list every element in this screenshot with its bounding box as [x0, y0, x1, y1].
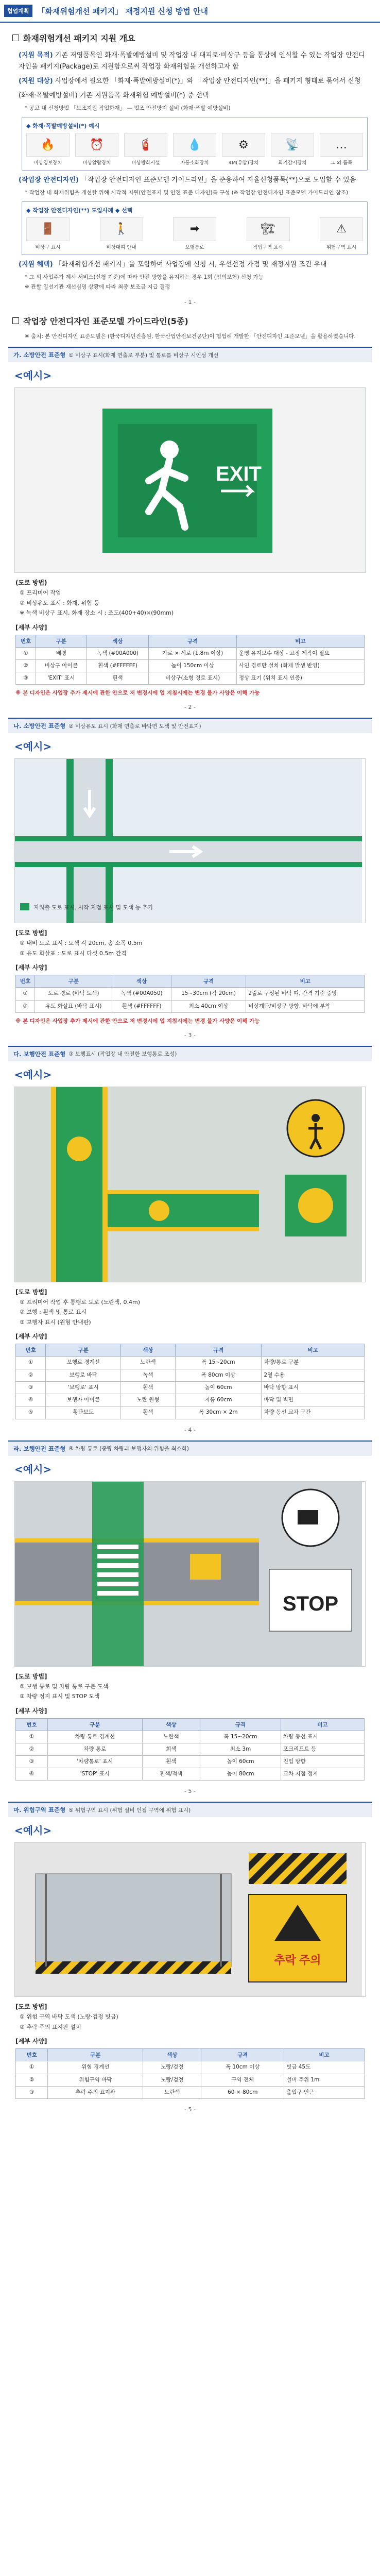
spec-heading: [세부 사양]	[15, 1707, 47, 1715]
table-cell: 출입구 인근	[284, 2086, 365, 2098]
table-cell: 폭 15~20cm	[175, 1357, 262, 1369]
guideline-blocks	[0, 347, 380, 2113]
example-label: <예시>	[14, 1824, 52, 1837]
spec-table	[15, 975, 365, 1012]
table-cell: ②	[16, 2074, 48, 2086]
table-cell: 보행로 바닥	[46, 1369, 121, 1381]
note: ※ 관할 일선기관 재선심명 상황에 따라 최종 보조금 지급 결정	[25, 283, 170, 290]
table-header: 구분	[48, 2049, 143, 2061]
header-tag: 협업계획	[4, 5, 32, 17]
method-heading: (도로 방법)	[15, 579, 47, 587]
guideline-block	[8, 347, 372, 697]
pedestrian-icon	[149, 1200, 169, 1221]
table-cell: 높이 60cm	[200, 1755, 281, 1768]
method-item: ① 보행 통로 및 차량 통로 구분 도색	[20, 1683, 109, 1690]
table-header: 번호	[16, 1718, 48, 1731]
spec-heading: [세부 사양]	[15, 1333, 47, 1341]
table-cell: 폭 15~20cm	[200, 1731, 281, 1743]
table-cell: 높이 150cm 이상	[149, 660, 237, 672]
table-row	[16, 1381, 365, 1394]
table-cell: 노랑/검정	[143, 2061, 201, 2074]
floor-guide-illustration	[15, 759, 362, 923]
table-cell: 차량 통로	[48, 1743, 143, 1755]
table-cell: 녹색	[121, 1369, 175, 1381]
table-cell: 노란색	[142, 1731, 200, 1743]
spec-table	[15, 635, 365, 685]
guideline-block	[8, 718, 372, 1024]
table-cell: 포크리프트 등	[281, 1743, 364, 1755]
table-header: 비고	[236, 635, 364, 647]
block-title: 라. 보행안전 표준형	[13, 1445, 66, 1452]
hazard-icon: ⚠	[320, 217, 363, 241]
hazard-item	[320, 217, 363, 250]
icon-label: 4M(유압)장치	[228, 160, 259, 166]
icon-label: 비상알람장치	[82, 160, 111, 166]
table-cell: 녹색 (#00A000)	[87, 647, 149, 659]
table-cell: 위험 경계선	[48, 2061, 143, 2074]
fire-icon: 🔥	[26, 133, 70, 157]
section-heading: 작업장 안전디자인 표준모델 가이드라인(5종)	[12, 315, 368, 327]
table-cell: 가로 × 세로 (1.8m 이상)	[149, 647, 237, 659]
icon-label: 보행통로	[185, 244, 204, 250]
equipment-icons	[26, 133, 363, 166]
disclaimer: ※ 본 디자인은 사업장 추가 제시에 관한 안으로 저 변경시에 업 지침시에는 변경 불가 사양은 이해 가능	[15, 1018, 260, 1024]
table-row	[16, 988, 365, 1000]
sprinkler-item	[173, 133, 216, 166]
paragraph-benefit: (지원 혜택) 「화재위험개선 패키지」을 포함하여 사업장에 신청 시, 우선선정 가점 및 재정지원 조건 우대	[19, 260, 327, 268]
guideline-block	[8, 1046, 372, 1419]
table-cell: ①	[16, 1357, 46, 1369]
cabinet-icon: 🧯	[124, 133, 167, 157]
checkbox-icon	[12, 35, 19, 41]
block-subtitle: ⑤ 위험구역 표시 (위험 설비 인접 구역에 위험 표시)	[68, 1807, 191, 1814]
design-icons	[26, 217, 363, 250]
table-cell: 폭 30cm × 2m	[175, 1406, 262, 1419]
table-row	[16, 2086, 365, 2098]
alarm-icon: ⏰	[75, 133, 118, 157]
detector-item	[271, 133, 314, 166]
table-row	[16, 1406, 365, 1419]
header	[0, 0, 380, 23]
table-cell: 차량 동선 표시	[281, 1731, 364, 1743]
path-icon: ➡	[173, 217, 216, 241]
page-number: - 5 -	[184, 1788, 196, 1795]
table-cell: 노란색	[143, 2086, 201, 2098]
illustration	[14, 1842, 366, 1997]
table-header: 색상	[112, 975, 171, 988]
table-cell: 진입 방향	[281, 1755, 364, 1768]
exit-text: EXIT	[216, 463, 262, 486]
example-label: <예시>	[14, 1463, 52, 1476]
table-cell: 높이 60cm	[175, 1381, 262, 1394]
table-cell: 흰색	[142, 1755, 200, 1768]
method-item: ① 프리미어 작업	[20, 589, 61, 597]
guideline-block	[8, 1802, 372, 2099]
cabinet-item	[124, 133, 167, 166]
table-cell: 교차 지점 정지	[281, 1768, 364, 1781]
table-header: 규격	[200, 1718, 281, 1731]
example-label: <예시>	[14, 740, 52, 753]
method-item: ② 유도 화살표 : 도로 표시 다섯 0.5m 간격	[20, 950, 127, 957]
table-cell: 노란 원형	[121, 1394, 175, 1406]
block-heading	[8, 1047, 372, 1061]
table-cell: 비상구(소형 경로 표시)	[149, 672, 237, 685]
table-cell: 빗금 45도	[284, 2061, 365, 2074]
blower-icon: ⚙	[222, 133, 265, 157]
table-row	[16, 1394, 365, 1406]
table-row	[16, 2074, 365, 2086]
table-header: 번호	[16, 975, 35, 988]
table-cell: 60 × 80cm	[201, 2086, 284, 2098]
spec-heading: [세부 사양]	[15, 964, 47, 972]
guideline-block	[8, 1440, 372, 1781]
spec-table	[15, 1344, 365, 1419]
block-title: 나. 소방안전 표준형	[13, 722, 66, 730]
block-heading	[8, 1803, 372, 1817]
table-cell: ②	[16, 1000, 35, 1012]
table-cell: 보행자 아이콘	[46, 1394, 121, 1406]
icon-label: 위험구역 표시	[326, 244, 357, 250]
runner-icon	[160, 440, 179, 459]
method-item: ① 프리미어 작업 후 통행로 도로 (노란색, 0.4m)	[20, 1298, 141, 1306]
table-cell: 'EXIT' 표시	[36, 672, 87, 685]
table-cell: 최소 40cm 이상	[171, 1000, 246, 1012]
note: * 그 외 사업주가 제시·서비스(신청 기준)에 따라 안전 방향을 유지하는 경우 1회 (임의보험) 신청 가능	[25, 274, 264, 281]
table-cell: 흰색 (#FFFFFF)	[87, 660, 149, 672]
illustration	[14, 387, 366, 573]
block-title: 마. 위험구역 표준형	[13, 1806, 66, 1814]
table-cell: 설비 주위 1m	[284, 2074, 365, 2086]
design-card	[22, 201, 368, 255]
table-cell: 흰색 (#FFFFFF)	[112, 1000, 171, 1012]
table-row	[16, 1369, 365, 1381]
table-header: 색상	[143, 2049, 201, 2061]
method-item: ① 위험 구역 바닥 도색 (노랑·검정 빗금)	[20, 2013, 118, 2021]
crane-icon: 🏗	[247, 217, 290, 241]
legend-text: 지워출 도로 표시, 시작 지점 표시 및 도색 등 추가	[33, 905, 153, 911]
example-label: <예시>	[14, 1068, 52, 1081]
table-cell: 비상구 아이콘	[36, 660, 87, 672]
paragraph-design: (작업장 안전디자인) 「작업장 안전디자인 표준모델 가이드라인」을 준용하여 자율신청품목(**)으로 도입할 수 있음	[19, 176, 356, 184]
table-row	[16, 647, 365, 659]
table-cell: 노랑/검정	[143, 2074, 201, 2086]
table-cell: ②	[16, 1743, 48, 1755]
table-cell: 사인 경로만 설치 (화재 발생 반영)	[236, 660, 364, 672]
table-row	[16, 1731, 365, 1743]
table-row	[16, 1743, 365, 1755]
block-subtitle: ② 비상유도 표시 (화재 연출로 바닥면 도색 및 안전표지)	[68, 723, 201, 730]
table-cell: ③	[16, 672, 36, 685]
icon-label: 화기감시장치	[278, 160, 307, 166]
table-header: 규격	[175, 1344, 262, 1357]
etc-item	[320, 133, 363, 166]
header-title: 「화재위험개선 패키지」 재정지원 신청 방법 안내	[37, 6, 208, 16]
icon-label: 작업구역 표시	[253, 244, 283, 250]
table-cell: 흰색	[87, 672, 149, 685]
blower-item	[222, 133, 265, 166]
block-heading	[8, 719, 372, 733]
exit-icon: 🚪	[26, 217, 70, 241]
note: ※ 출처: 본 안전디자인 표준모델은 (한국디자인진흥원, 한국산업안전보건공단)이 협업해 개발한 「안전디자인 표준모델」을 활용하였습니다.	[25, 333, 356, 340]
table-cell: 바닥 방향 표시	[262, 1381, 365, 1394]
checkbox-icon	[12, 317, 19, 324]
table-cell: ⑤	[16, 1406, 46, 1419]
table-cell: 높이 80cm	[200, 1768, 281, 1781]
table-cell: ③	[16, 1755, 48, 1768]
table-header: 색상	[121, 1344, 175, 1357]
walk-icon: 🚶	[100, 217, 143, 241]
table-header: 비고	[246, 975, 365, 988]
table-cell: 노란색	[121, 1357, 175, 1369]
card-title: ◆ 화재·폭발예방설비(*) 예시	[26, 123, 100, 130]
etc-icon: …	[320, 133, 363, 157]
method-item: ① 내비 도로 표시 : 도색 각 20cm, 총 소폭 0.5m	[20, 940, 143, 947]
page-number: - 3 -	[184, 1031, 196, 1039]
illustration	[14, 1481, 366, 1667]
table-cell: ①	[16, 988, 35, 1000]
table-header: 구분	[36, 635, 87, 647]
table-cell: 바닥 및 벽면	[262, 1394, 365, 1406]
table-cell: 흰색	[121, 1406, 175, 1419]
table-cell: 보행로 경계선	[46, 1357, 121, 1369]
table-header: 번호	[16, 1344, 46, 1357]
method-heading: [도로 방법]	[15, 929, 47, 937]
walkway-illustration	[15, 1087, 362, 1282]
method-heading: [도로 방법]	[15, 1288, 47, 1296]
note: * 공고 내 신청방법 「보조지원 작업화재」 — 법조 안전방지 설비 (화재·폭발 예방설비)	[25, 105, 231, 112]
table-cell: 지름 60cm	[175, 1394, 262, 1406]
table-cell: 2열 수용	[262, 1369, 365, 1381]
table-cell: 배경	[36, 647, 87, 659]
table-header: 규격	[201, 2049, 284, 2061]
block-subtitle: ① 비상구 표시(화재 연출로 부분) 및 통로를 비상구 시인성 개선	[68, 352, 219, 359]
exit-illustration	[15, 388, 362, 573]
icon-label: 자동소화장치	[180, 160, 209, 166]
table-cell: 폭 10cm 이상	[201, 2061, 284, 2074]
page-number: - 5 -	[184, 2106, 196, 2113]
method-item: ② 차량 정지 표시 및 STOP 도색	[20, 1693, 100, 1700]
table-cell: ②	[16, 660, 36, 672]
method-heading: [도로 방법]	[15, 1672, 47, 1680]
icon-label: 비상방화시설	[131, 160, 160, 166]
block-heading	[8, 348, 372, 362]
method-item: ② 추락 주의 표지판 설치	[20, 2023, 81, 2030]
table-cell: ①	[16, 647, 36, 659]
table-cell: ③	[16, 1381, 46, 1394]
hazard-illustration	[15, 1843, 362, 1997]
paragraph-equipment: (화재·폭발예방설비) 기존 지원품목 화재위험 예방설비(*) 중 선택	[19, 92, 209, 100]
table-header: 번호	[16, 635, 36, 647]
block-subtitle: ③ 보행표시 (작업장 내 안전한 보행통로 조성)	[68, 1051, 177, 1058]
section-overview	[0, 32, 380, 292]
table-cell: 차량/통로 구분	[262, 1357, 365, 1369]
table-row	[16, 1357, 365, 1369]
method-item: ② 보행 : 흰색 및 통로 표시	[20, 1309, 87, 1316]
table-cell: 15~30cm (각 20cm)	[171, 988, 246, 1000]
warning-text: 추락 주의	[274, 1954, 321, 1967]
table-header: 색상	[142, 1718, 200, 1731]
paragraph-target: (지원 대상) 사업장에서 필요한 「화재·폭발예방설비(*)」와 「작업장 안전디자인(**)」을 패키지 형태로 묶어서 신청	[19, 77, 361, 86]
pedestrian-icon	[67, 1137, 92, 1161]
table-cell: ④	[16, 1394, 46, 1406]
sprinkler-icon: 💧	[173, 133, 216, 157]
stop-text: STOP	[282, 1592, 339, 1615]
table-row	[16, 1768, 365, 1781]
spec-heading: [세부 사양]	[15, 2038, 47, 2045]
table-cell: 'STOP' 표시	[48, 1768, 143, 1781]
table-cell: ①	[16, 1731, 48, 1743]
table-cell: 추락 주의 표지판	[48, 2086, 143, 2098]
table-cell: 최소 3m	[200, 1743, 281, 1755]
table-row	[16, 1755, 365, 1768]
illustration	[14, 1087, 366, 1282]
block-subtitle: ④ 차량 통로 (중량 차량과 보행자의 위험을 최소화)	[68, 1446, 189, 1452]
table-cell: 운영 유지보수 대상 - 고정 제작이 필요	[236, 647, 364, 659]
block-title: 가. 소방안전 표준형	[13, 351, 66, 359]
path-item	[173, 217, 216, 250]
vehicle-path-illustration	[15, 1482, 362, 1667]
table-header: 번호	[16, 2049, 48, 2061]
table-cell: 비상계단/비상구 방향, 바닥에 부착	[246, 1000, 365, 1012]
icon-label: 비상대피 안내	[106, 244, 136, 250]
table-cell: '보행로' 표시	[46, 1381, 121, 1394]
forklift-icon	[190, 1554, 221, 1580]
table-cell: 횡단보도	[46, 1406, 121, 1419]
table-cell: ②	[16, 1369, 46, 1381]
table-cell: 흰색/적색	[142, 1768, 200, 1781]
table-cell: ③	[16, 2086, 48, 2098]
table-header: 규격	[171, 975, 246, 988]
table-header: 구분	[48, 1718, 143, 1731]
method-heading: [도로 방법]	[15, 2003, 47, 2011]
table-header: 비고	[262, 1344, 365, 1357]
block-heading	[8, 1442, 372, 1456]
table-cell: '차량통로' 표시	[48, 1755, 143, 1768]
detector-icon: 📡	[271, 133, 314, 157]
table-header: 구분	[35, 975, 112, 988]
table-cell: 도로 경로 (바닥 도색)	[35, 988, 112, 1000]
table-cell: 정상 표기 (위치 표시 인증)	[236, 672, 364, 685]
table-cell: 구역 전체	[201, 2074, 284, 2086]
page-number: - 1 -	[184, 298, 196, 306]
section-heading: 화재위험개선 패키지 지원 개요	[12, 32, 368, 44]
crane-item	[247, 217, 290, 250]
method-item: ② 비상유도 표시 : 화재, 위험 등	[20, 599, 99, 606]
exit-item	[26, 217, 70, 250]
page-number: - 2 -	[184, 704, 196, 711]
example-label: <예시>	[14, 369, 52, 382]
table-row	[16, 660, 365, 672]
method-note: ③ 보행자 표시 (원형 안내판)	[20, 1318, 91, 1326]
table-header: 비고	[281, 1718, 364, 1731]
table-row	[16, 2061, 365, 2074]
spec-table	[15, 2048, 365, 2099]
table-row	[16, 672, 365, 685]
table-cell: 유도 화살표 (바닥 표시)	[35, 1000, 112, 1012]
table-header: 구분	[46, 1344, 121, 1357]
equipment-card	[22, 117, 368, 171]
walk-item	[100, 217, 143, 250]
spec-heading: [세부 사양]	[15, 623, 47, 631]
spec-table	[15, 1718, 365, 1781]
table-cell: ④	[16, 1768, 48, 1781]
block-title: 다. 보행안전 표준형	[13, 1050, 66, 1058]
card-title: ◆ 작업장 안전디자인(**) 도입사례 ◆ 선택	[26, 207, 133, 214]
alarm-item	[75, 133, 118, 166]
table-cell: 차량 동선 교차 구간	[262, 1406, 365, 1419]
table-cell: 위험구역 바닥	[48, 2074, 143, 2086]
table-row	[16, 1000, 365, 1012]
table-cell: 2줄로 구성된 바닥 띠, 간격 기준 중앙	[246, 988, 365, 1000]
section-guideline	[0, 315, 380, 341]
table-cell: 흰색	[121, 1381, 175, 1394]
table-cell: 녹색 (#00A050)	[112, 988, 171, 1000]
table-cell: 폭 80cm 이상	[175, 1369, 262, 1381]
table-header: 색상	[87, 635, 149, 647]
disclaimer: ※ 본 디자인은 사업장 추가 제시에 관한 안으로 저 변경시에 업 지침시에는 변경 불가 사양은 이해 가능	[15, 690, 260, 697]
table-header: 비고	[284, 2049, 365, 2061]
table-header: 규격	[149, 635, 237, 647]
table-cell: ①	[16, 2061, 48, 2074]
icon-label: 그 외 품목	[330, 160, 353, 166]
icon-label: 비상구 표시	[35, 244, 61, 250]
icon-label: 비상경보장치	[33, 160, 62, 166]
illustration	[14, 758, 366, 923]
paragraph-purpose: (지원 목적) 기존 저영품목인 화재·폭발예방설비 및 작업장 내 대피로·비상구 등을 통상에 인식할 수 있는 작업장 안전디자인을 패키지(Package)로 지원함으로써 작업장 화재위험을 개선하고자 함	[19, 52, 365, 71]
note: * 작업장 내 화재위험을 개선할 위해 시각적 지원(안전표지 및 안전 표준 디자인)를 구성 (※ 작업장 안전디자인 표준모델 가이드라인 참조)	[25, 190, 349, 196]
table-cell: 회색	[142, 1743, 200, 1755]
fire-item	[26, 133, 70, 166]
method-note: ※ 녹색 비상구 표시, 화재 장소 시 : 조도(400+40)×(90mm)	[20, 609, 174, 617]
page-number: - 4 -	[184, 1426, 196, 1433]
table-cell: 차량 통로 경계선	[48, 1731, 143, 1743]
